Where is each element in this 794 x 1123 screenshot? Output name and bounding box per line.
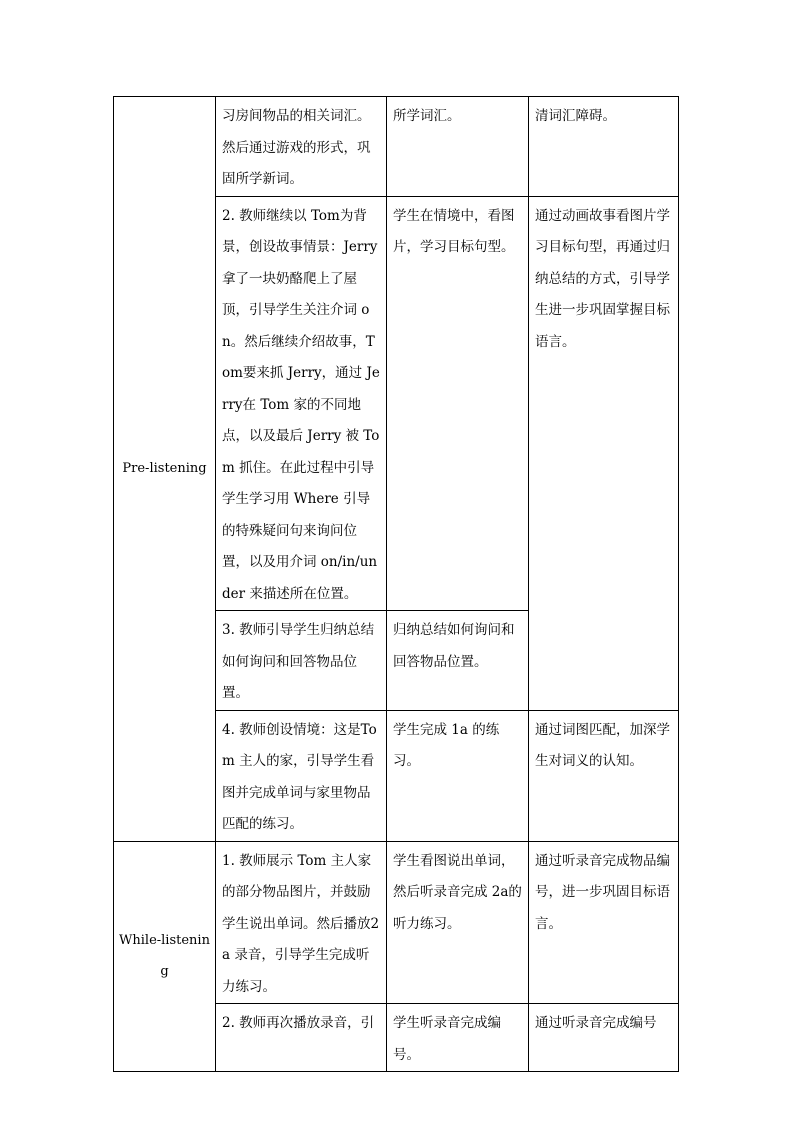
teacher-activity-text: 3. 教师引导学生归纳总结如何询问和回答物品位置。 — [222, 622, 375, 701]
teacher-activity-cell — [216, 841, 387, 1004]
student-activity-text: 学生看图说出单词，然后听录音完成 2a的听力练习。 — [393, 852, 522, 932]
student-activity-text: 学生听录音完成编号。 — [393, 1015, 501, 1063]
purpose-cell — [529, 841, 679, 1004]
stage-label: Pre-listening — [122, 461, 207, 476]
purpose-cell — [529, 710, 679, 841]
purpose-text: 通过词图匹配，加深学生对词义的认知。 — [535, 721, 670, 769]
student-activity-cell — [387, 1004, 529, 1072]
teacher-activity-text: 习房间物品的相关词汇。然后通过游戏的形式，巩固所学新词。 — [222, 108, 371, 187]
stage-cell-pre-listening — [114, 97, 216, 842]
teacher-activity-cell — [216, 611, 387, 711]
teacher-activity-text: 2. 教师继续以 Tom为背景，创设故事情景：Jerry拿了一块奶酪爬上了屋顶，引导学生关注介词 on。然后继续介绍故事，Tom要来抓 Jerry，通过 Jerry在 Tom 家的不同地点，以及最后 Jerry 被 Tom 抓住。在此过程中引导学生学习用 Where 引导的特殊疑问句来询问位置，以及用介词 on/in/under 来描述所在位置。 — [222, 207, 380, 602]
stage-cell-while-listening — [114, 841, 216, 1072]
purpose-text: 清词汇障碍。 — [535, 108, 616, 124]
student-activity-cell — [387, 611, 529, 711]
teacher-activity-cell — [216, 1004, 387, 1072]
teacher-activity-cell — [216, 196, 387, 611]
student-activity-text: 学生完成 1a 的练习。 — [393, 721, 500, 769]
lesson-plan-table — [113, 96, 679, 1072]
table-row — [114, 97, 679, 197]
teacher-activity-cell — [216, 710, 387, 841]
student-activity-text: 归纳总结如何询问和回答物品位置。 — [393, 622, 515, 670]
table-row — [114, 841, 679, 1004]
student-activity-cell — [387, 196, 529, 611]
teacher-activity-text: 4. 教师创设情境：这是Tom 主人的家，引导学生看图并完成单词与家里物品匹配的练习。 — [222, 721, 377, 832]
student-activity-cell — [387, 97, 529, 197]
student-activity-text: 所学词汇。 — [393, 108, 461, 124]
teacher-activity-cell — [216, 97, 387, 197]
student-activity-cell — [387, 841, 529, 1004]
stage-label: While-listening — [119, 932, 210, 980]
student-activity-text: 学生在情境中，看图片，学习目标句型。 — [393, 207, 515, 255]
purpose-text: 通过听录音完成物品编号，进一步巩固目标语言。 — [535, 852, 670, 932]
student-activity-cell — [387, 710, 529, 841]
purpose-cell — [529, 97, 679, 197]
purpose-cell — [529, 1004, 679, 1072]
teacher-activity-text: 1. 教师展示 Tom 主人家的部分物品图片，并鼓励学生说出单词。然后播放2a 录音，引导学生完成听力练习。 — [222, 852, 380, 995]
purpose-text: 通过听录音完成编号 — [535, 1015, 657, 1031]
purpose-cell — [529, 196, 679, 710]
purpose-text: 通过动画故事看图片学习目标句型，再通过归纳总结的方式，引导学生进一步巩固掌握目标语言。 — [535, 207, 670, 350]
teacher-activity-text: 2. 教师再次播放录音，引 — [222, 1015, 375, 1031]
